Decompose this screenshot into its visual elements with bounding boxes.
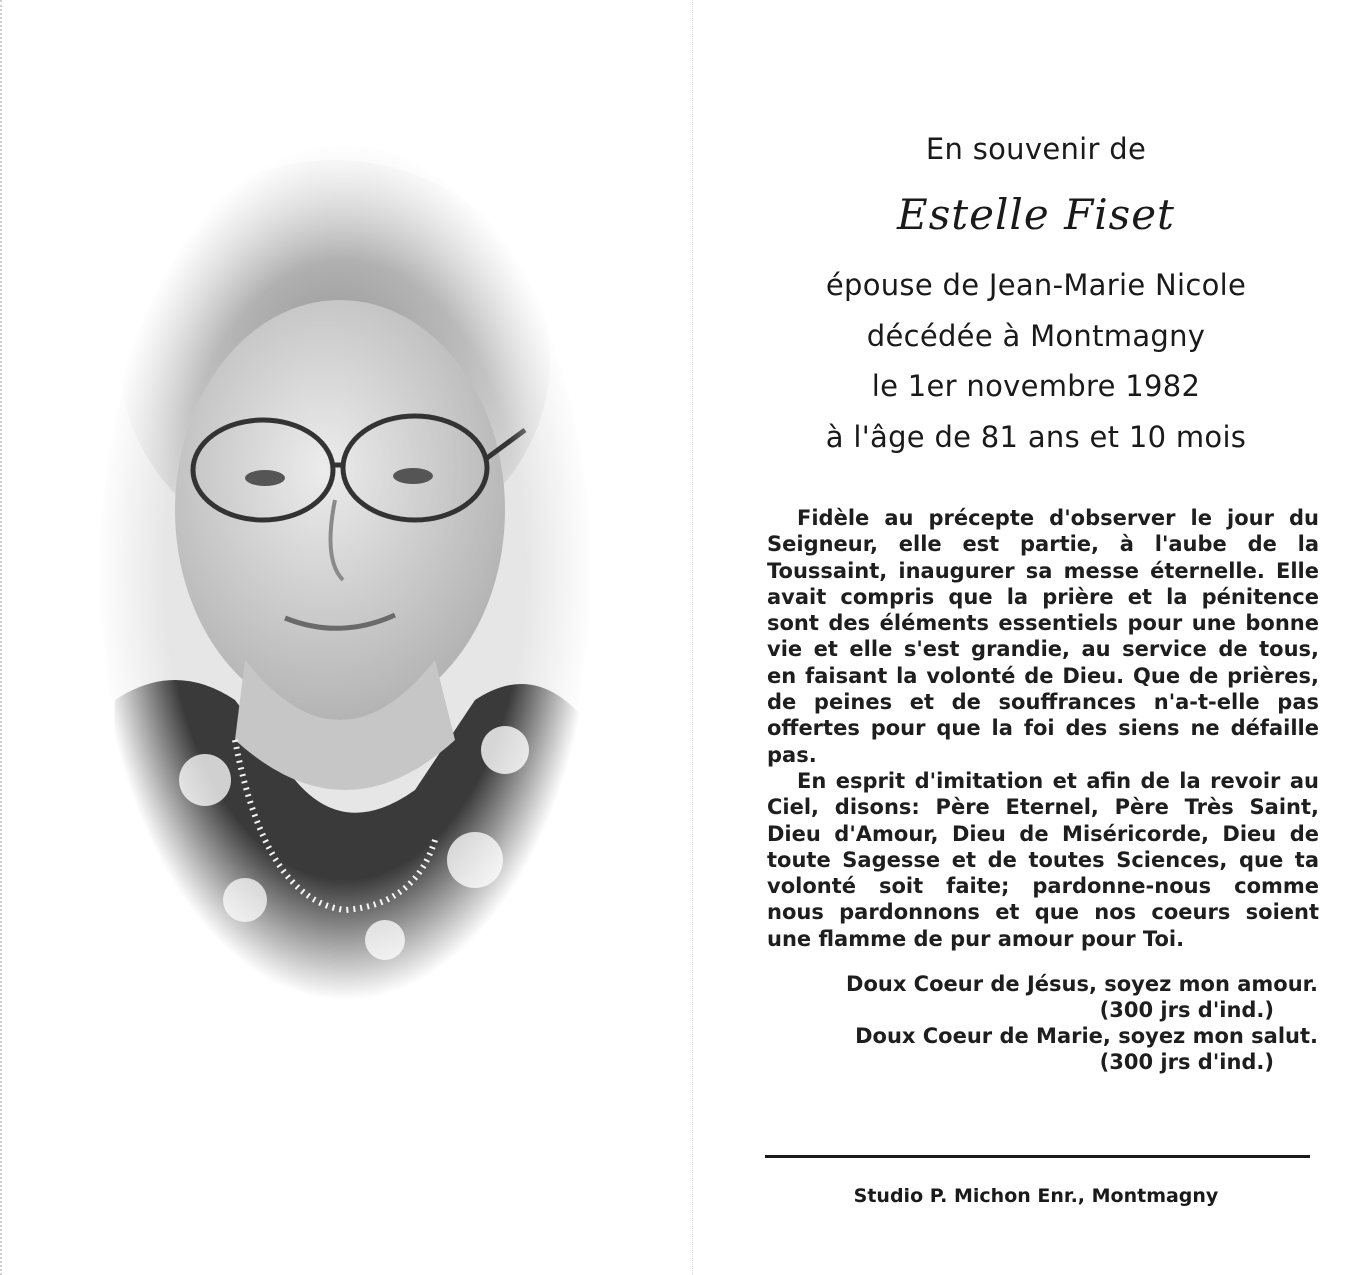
fold-line bbox=[692, 0, 693, 1275]
deceased-name: Estelle Fiset bbox=[897, 190, 1175, 239]
prayer-paragraph-2: En esprit d'imitation et afin de la revoir au Ciel, disons: Père Eternel, Père Très Saint, Dieu d'Amour, Dieu de Miséricorde, Dieu de toute Sagesse et de toutes Sciences, que ta volonté soit faite; pardonne-nous comme nous pardonnons et que nos coeurs soient une flamme de pur amour pour Toi. bbox=[767, 768, 1319, 951]
portrait-photo bbox=[95, 140, 595, 1000]
invocation-jesus: Doux Coeur de Jésus, soyez mon amour. bbox=[846, 972, 1318, 996]
death-date-line: le 1er novembre 1982 bbox=[871, 369, 1201, 403]
spouse-line: épouse de Jean-Marie Nicole bbox=[825, 268, 1247, 302]
death-place-line: décédée à Montmagny bbox=[866, 319, 1206, 353]
prayer-text bbox=[767, 505, 1319, 952]
indulgence-note-2: (300 jrs d'ind.) bbox=[1099, 1050, 1274, 1074]
indulgence-note-1: (300 jrs d'ind.) bbox=[1099, 998, 1274, 1022]
memorial-card-text bbox=[700, 0, 1372, 1275]
intro-line: En souvenir de bbox=[925, 132, 1147, 166]
studio-credit: Studio P. Michon Enr., Montmagny bbox=[853, 1185, 1219, 1207]
prayer-paragraph-1: Fidèle au précepte d'observer le jour du Seigneur, elle est partie, à l'aube de la Toussaint, inaugurer sa messe éternelle. Elle avait compris que la prière et la pénitence sont des éléments essentiels pour une bonne vie et elle s'est grandie, au service de tous, en faisant la volonté de Dieu. Que de prières, de peines et de souffrances n'a-t-elle pas offertes pour que la foi des siens ne défaille pas. bbox=[767, 506, 1319, 767]
divider-rule bbox=[765, 1155, 1310, 1158]
age-line: à l'âge de 81 ans et 10 mois bbox=[825, 420, 1247, 454]
left-edge bbox=[0, 0, 5, 1275]
invocation-marie: Doux Coeur de Marie, soyez mon salut. bbox=[855, 1024, 1318, 1048]
